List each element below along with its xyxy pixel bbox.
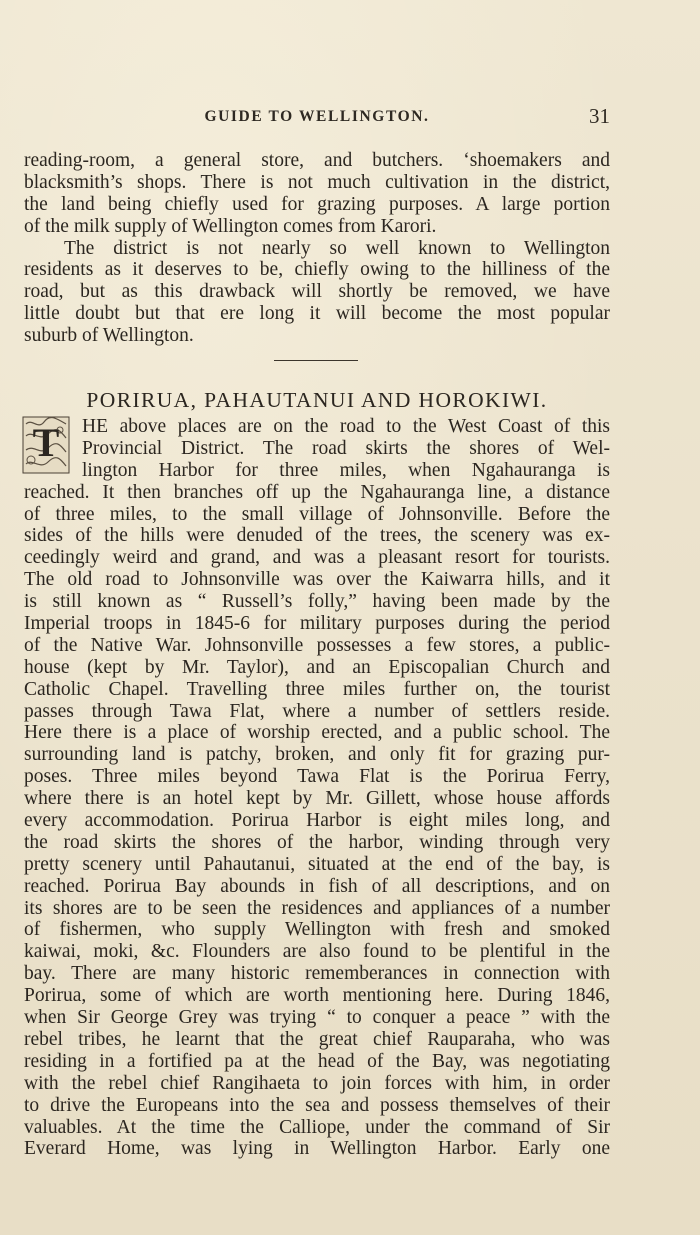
- text-line: HE above places are on the road to the West Coast of this: [82, 416, 610, 437]
- text-line: rebel tribes, he learnt that the great chief Rauparaha, who was: [24, 1028, 610, 1050]
- text-line: Everard Home, was lying in Wellington Harbor. Early one: [24, 1138, 610, 1160]
- page-header: [24, 104, 610, 134]
- text-line: reading-room, a general store, and butchers. ‘shoemakers and: [24, 150, 610, 171]
- text-line: The district is not nearly so well known to Wellington: [64, 237, 610, 259]
- text-line: bay. There are many historic rememberances in connection with: [24, 963, 610, 985]
- text-line: blacksmith’s shops. There is not much cultivation in the district,: [24, 171, 610, 193]
- text-line: Here there is a place of worship erected, and a public school. The: [24, 722, 610, 744]
- text-line: residents as it deserves to be, chiefly owing to the hilliness of the: [24, 259, 610, 281]
- text-line: of three miles, to the small village of Johnsonville. Before the: [24, 503, 610, 525]
- text-line: passes through Tawa Flat, where a number of settlers reside.: [24, 700, 610, 722]
- text-line: when Sir George Grey was trying “ to conquer a peace ” with the: [24, 1007, 610, 1029]
- text-line: road, but as this drawback will shortly be removed, we have: [24, 281, 610, 303]
- text-line: where there is an hotel kept by Mr. Gillett, whose house affords: [24, 788, 610, 810]
- text-line: little doubt but that ere long it will become the most popular: [24, 303, 610, 325]
- text-line: the road skirts the shores of the harbor, winding through very: [24, 831, 610, 853]
- text-line: surrounding land is patchy, broken, and only fit for grazing pur-: [24, 744, 610, 766]
- text-line: residing in a fortified pa at the head of the Bay, was negotiating: [24, 1050, 610, 1072]
- text-line: valuables. At the time the Calliope, under the command of Sir: [24, 1116, 610, 1138]
- text-line: is still known as “ Russell’s folly,” having been made by the: [24, 591, 610, 613]
- running-title: GUIDE TO WELLINGTON.: [204, 108, 430, 125]
- text-line: Imperial troops in 1845-6 for military purposes during the period: [24, 613, 610, 635]
- text-line: Provincial District. The road skirts the shores of Wel-: [82, 437, 610, 459]
- text-line: reached. Porirua Bay abounds in fish of all descriptions, and on: [24, 875, 610, 897]
- text-line: to drive the Europeans into the sea and possess themselves of their: [24, 1094, 610, 1116]
- text-line: lington Harbor for three miles, when Ngahauranga is: [82, 459, 610, 481]
- text-line: of the milk supply of Wellington comes from Karori.: [24, 215, 437, 237]
- page-number: 31: [589, 104, 610, 128]
- text-line: of the Native War. Johnsonville possesses a few stores, a public-: [24, 634, 610, 656]
- text-line: Catholic Chapel. Travelling three miles further on, the tourist: [24, 678, 610, 700]
- text-line: of fishermen, who supply Wellington with fresh and smoked: [24, 919, 610, 941]
- text-line: its shores are to be seen the residences and appliances of a number: [24, 897, 610, 919]
- section-divider: [274, 360, 358, 361]
- text-line: reached. It then branches off up the Ngahauranga line, a distance: [24, 481, 610, 503]
- text-line: Porirua, some of which are worth mentioning here. During 1846,: [24, 985, 610, 1007]
- text-line: kaiwai, moki, &c. Flounders are also found to be plentiful in the: [24, 941, 610, 963]
- text-line: with the rebel chief Rangihaeta to join forces with him, in order: [24, 1072, 610, 1094]
- text-line: The old road to Johnsonville was over the Kaiwarra hills, and it: [24, 569, 610, 591]
- body-text-top: [24, 150, 610, 347]
- body-text-section: [24, 416, 610, 1160]
- text-line: pretty scenery until Pahautanui, situated at the end of the bay, is: [24, 853, 610, 875]
- text-line: suburb of Wellington.: [24, 325, 194, 347]
- text-line: house (kept by Mr. Taylor), and an Episcopalian Church and: [24, 656, 610, 678]
- text-line: every accommodation. Porirua Harbor is eight miles long, and: [24, 810, 610, 832]
- text-line: sides of the hills were denuded of the trees, the scenery was ex-: [24, 525, 610, 547]
- text-line: the land being chiefly used for grazing purposes. A large portion: [24, 193, 610, 215]
- section-heading: PORIRUA, PAHAUTANUI AND HOROKIWI.: [86, 388, 548, 412]
- text-line: poses. Three miles beyond Tawa Flat is the Porirua Ferry,: [24, 766, 610, 788]
- dropcap-letter: T: [32, 420, 60, 465]
- text-line: ceedingly weird and grand, and was a pleasant resort for tourists.: [24, 547, 610, 569]
